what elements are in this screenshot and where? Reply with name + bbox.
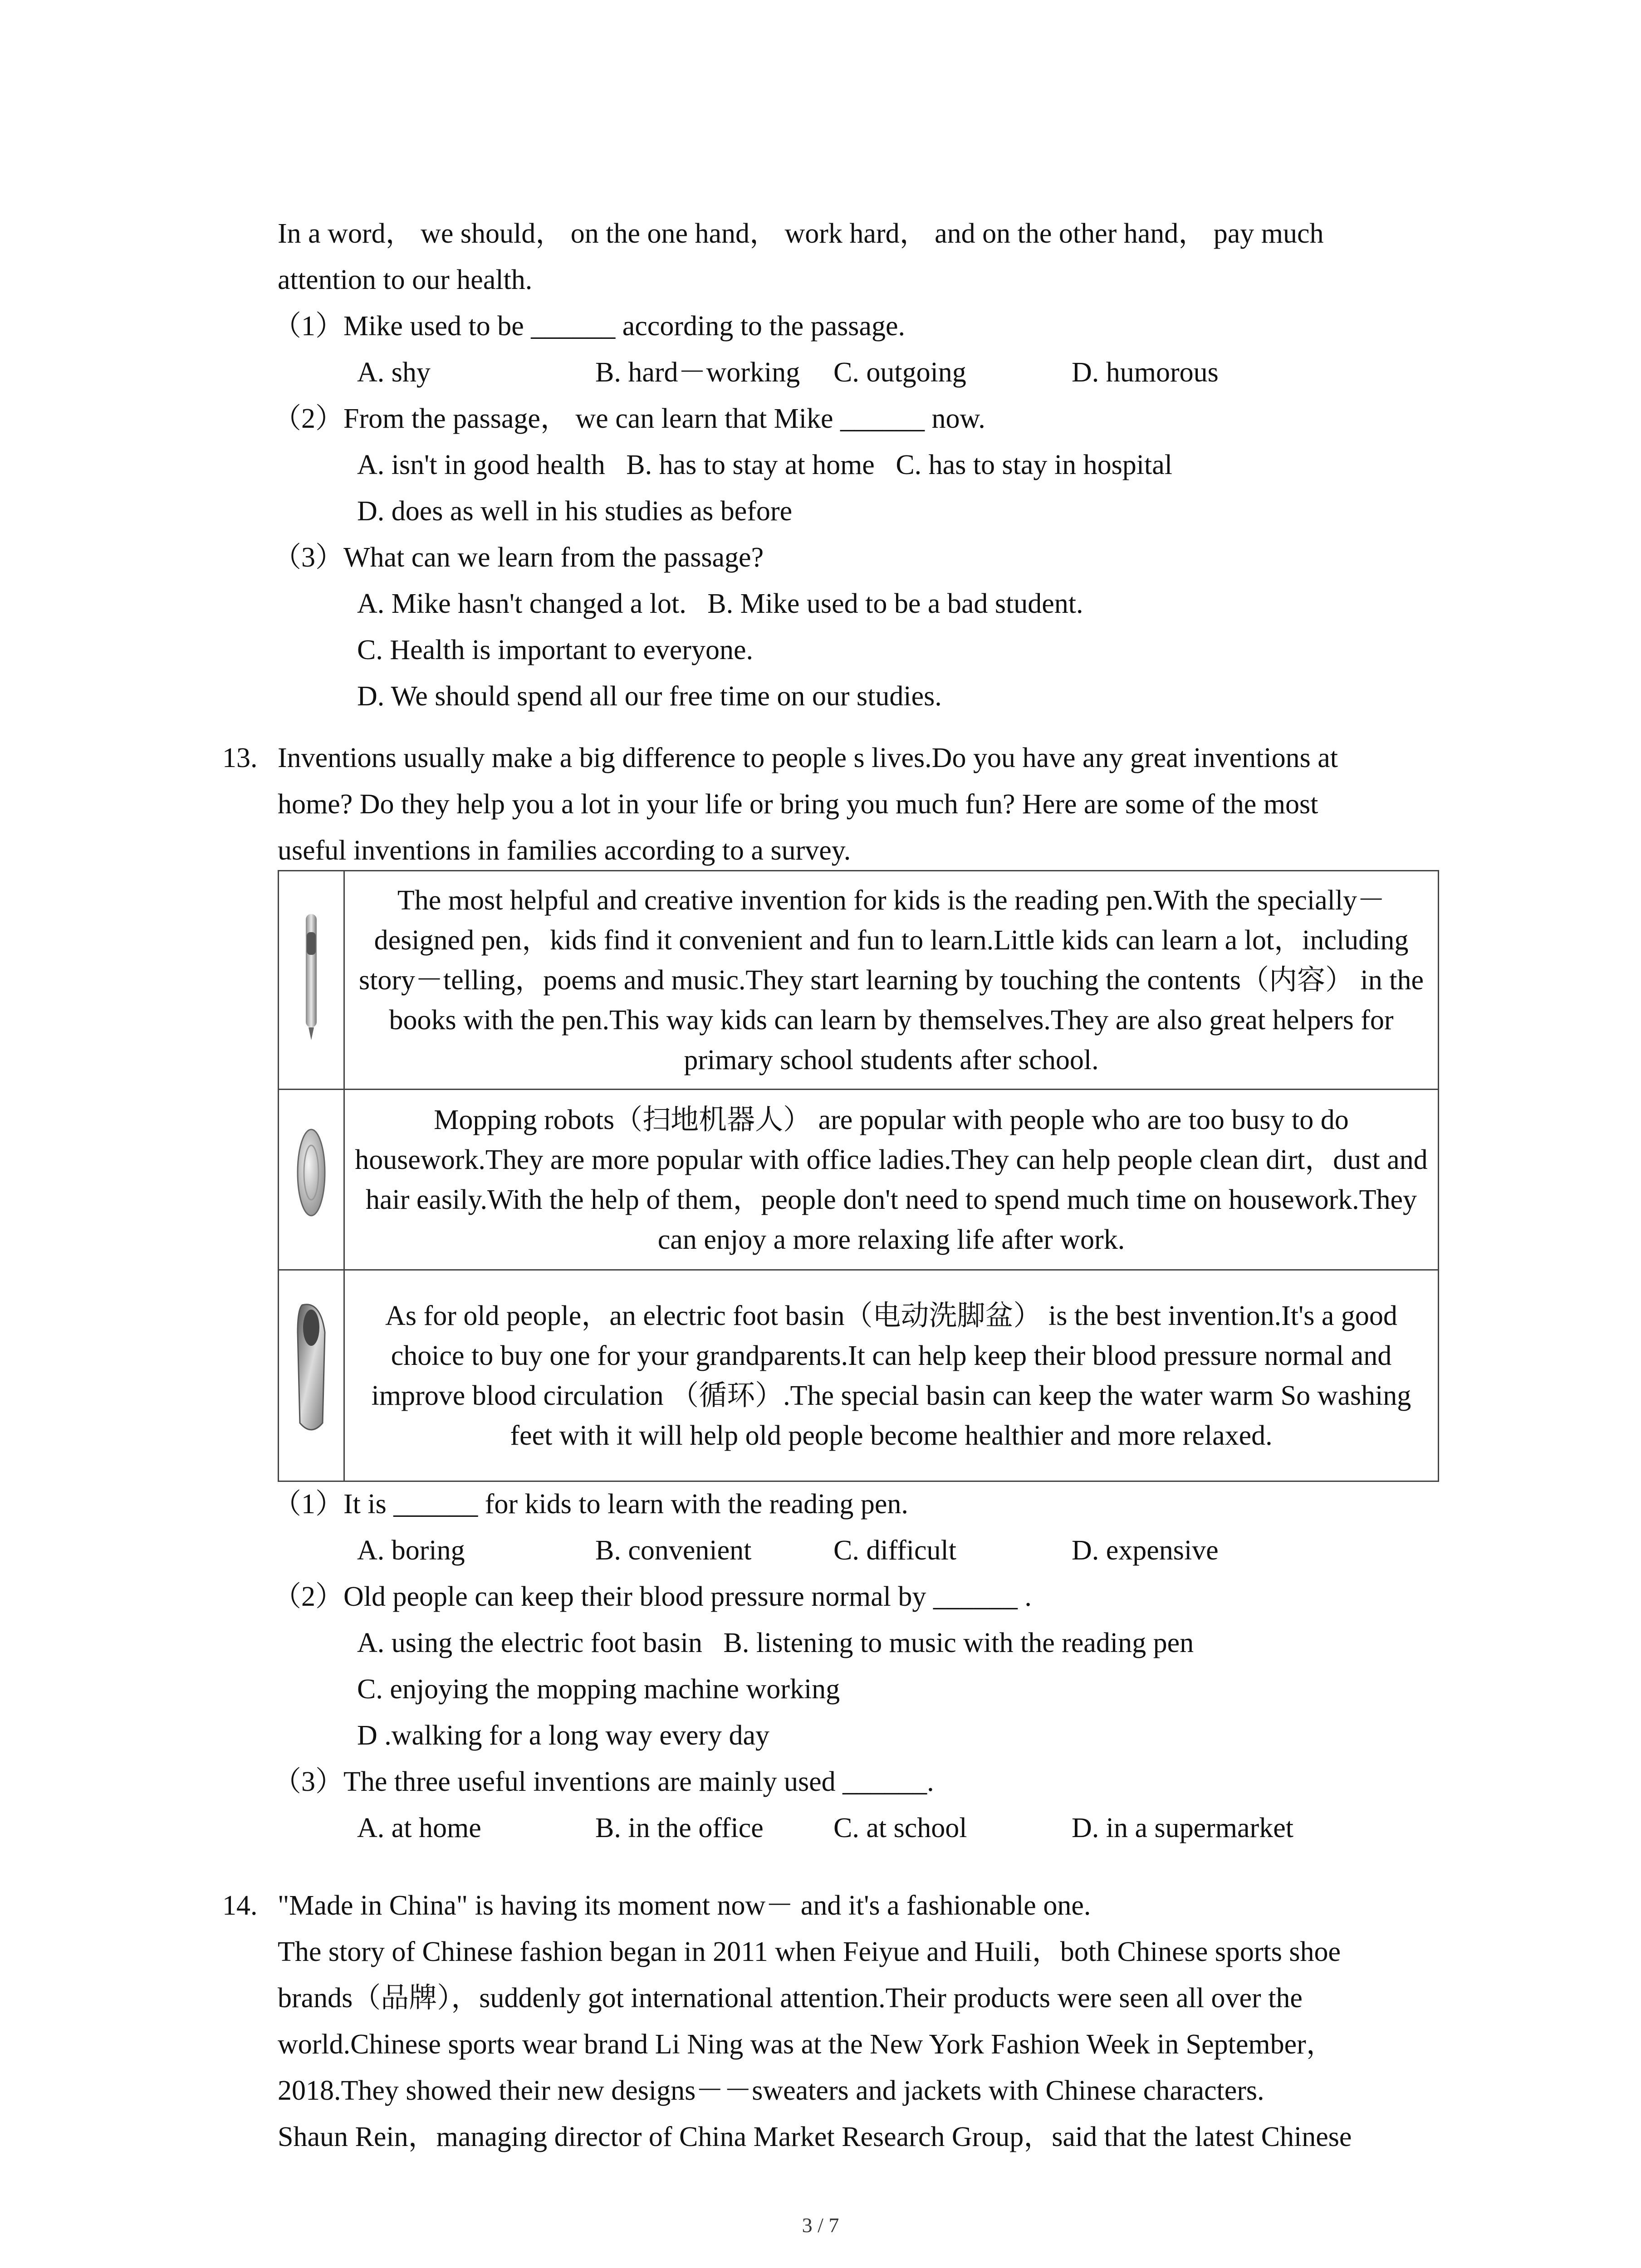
q12-subquestions [273,303,1439,719]
q12-sub3-stem: （3）What can we learn from the passage? [273,542,764,573]
table-row [279,1090,1439,1270]
q13-sub1-options [278,1527,1439,1574]
option-d[interactable]: D. humorous [1072,357,1219,388]
q13-sub3-stem: （3）The three useful inventions are mainly used ______. [273,1766,934,1797]
option-b[interactable]: B. convenient [595,1535,752,1566]
paragraph-line: home? Do they help you a lot in your life or bring you much fun? Here are some of the most [278,789,1318,820]
q13-sub1-stem: （1）It is ______ for kids to learn with the reading pen. [273,1489,908,1520]
q12-sub3-options-line[interactable]: C. Health is important to everyone. [357,635,753,665]
question-number: 13. [222,743,258,773]
option-a[interactable]: A. shy [357,357,431,388]
image-cell [279,871,344,1090]
option-b[interactable]: B. in the office [595,1813,764,1843]
paragraph-line: The story of Chinese fashion began in 2011 when Feiyue and Huili，both Chinese sports shoe [278,1936,1341,1967]
paragraph-line: Inventions usually make a big difference to people s lives.Do you have any great inventions at [278,743,1338,773]
option-d[interactable]: D. in a supermarket [1072,1813,1293,1843]
paragraph-line: brands（品牌），suddenly got international attention.Their products were seen all over the [278,1983,1303,2014]
invention-description: The most helpful and creative invention for kids is the reading pen.With the specially－designed pen，kids find it convenient and fun to learn.Little kids can learn a lot，including story－telling，poems and music.They start learning by touching the contents（内容） in the books with the pen.This way kids can learn by themselves.They are also great helpers for primary school students after school. [344,871,1439,1090]
closing-paragraph [278,210,1439,303]
image-cell [279,1090,344,1270]
option-c[interactable]: C. difficult [833,1535,956,1566]
q12-sub1-options [278,349,1439,396]
foot-basin-icon [293,1296,329,1441]
q12-sub1-stem: （1）Mike used to be ______ according to the passage. [273,311,905,342]
q12-sub3-options-line[interactable]: A. Mike hasn't changed a lot. B. Mike used to be a bad student. [357,588,1083,619]
q13-sub2-options-line[interactable]: C. enjoying the mopping machine working [357,1674,840,1705]
q12-sub2-options-line[interactable]: A. isn't in good health B. has to stay at home C. has to stay in hospital [357,450,1172,480]
option-c[interactable]: C. outgoing [833,357,966,388]
table-row [279,871,1439,1090]
page-number: 3 / 7 [802,2214,839,2237]
invention-description: Mopping robots（扫地机器人） are popular with people who are too busy to do housework.They are more popular with office ladies.They can help people clean dirt，dust and hair easily.With the help of them，people don't need to spend much time on housework.They can enjoy a more relaxing life after work. [344,1090,1439,1270]
q14-passage [278,1882,1439,2160]
q12-sub2-stem: （2）From the passage， we can learn that Mike ______ now. [273,403,985,434]
option-c[interactable]: C. at school [833,1813,967,1843]
q13-subquestions [273,1481,1439,1851]
option-a[interactable]: A. boring [357,1535,465,1566]
q13-intro [278,735,1439,874]
paragraph-line: Shaun Rein，managing director of China Market Research Group，said that the latest Chinese [278,2121,1352,2152]
paragraph-line: useful inventions in families according to a survey. [278,835,851,866]
q13-sub3-options [278,1805,1439,1851]
paragraph-line: 2018.They showed their new designs－－sweaters and jackets with Chinese characters. [278,2075,1264,2106]
q13-sub2-options-line[interactable]: A. using the electric foot basin B. listening to music with the reading pen [357,1628,1194,1658]
paragraph-line: In a word， we should， on the one hand， work hard， and on the other hand， pay much [278,218,1324,249]
option-b[interactable]: B. hard－working [595,357,800,388]
paragraph-line: attention to our health. [278,264,533,295]
inventions-table [278,870,1439,1482]
q12-sub2-options-line[interactable]: D. does as well in his studies as before [357,496,793,527]
reading-pen-icon [302,905,320,1041]
image-cell [279,1270,344,1481]
q13-sub2-stem: （2）Old people can keep their blood pressure normal by ______ . [273,1581,1032,1612]
q13-sub2-options-line[interactable]: D .walking for a long way every day [357,1720,770,1751]
paragraph-line: "Made in China" is having its moment now－ and it's a fashionable one. [278,1890,1091,1921]
option-d[interactable]: D. expensive [1072,1535,1219,1566]
invention-description: As for old people，an electric foot basin（电动洗脚盆） is the best invention.It's a good choice to buy one for your grandparents.It can help keep their blood pressure normal and improve blood circulation （循环）.The special basin can keep the water warm So washing feet with it will help old people become healthier and more relaxed. [344,1270,1439,1481]
question-number: 14. [222,1890,258,1921]
option-a[interactable]: A. at home [357,1813,481,1843]
mopping-robot-icon [293,1123,329,1222]
paragraph-line: world.Chinese sports wear brand Li Ning was at the New York Fashion Week in September， [278,2029,1334,2060]
q12-sub3-options-line[interactable]: D. We should spend all our free time on our studies. [357,681,942,712]
table-row [279,1270,1439,1481]
